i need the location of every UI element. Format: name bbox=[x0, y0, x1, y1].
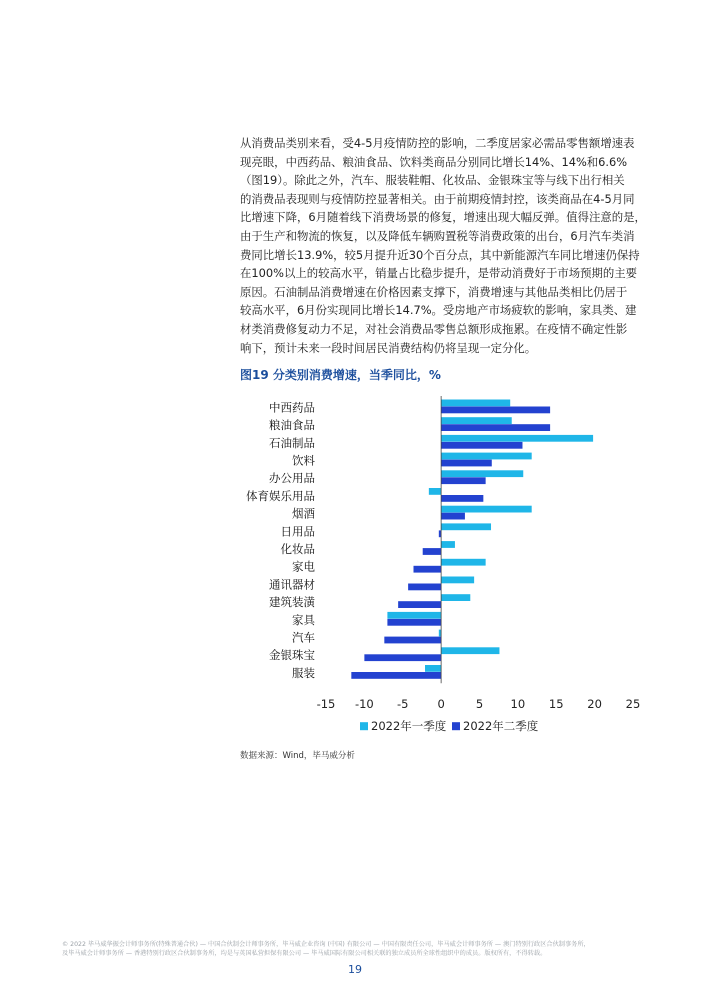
bar-q2 bbox=[387, 619, 441, 626]
category-label: 中西药品 bbox=[269, 400, 315, 415]
bar-q2 bbox=[384, 637, 441, 644]
bar-q1 bbox=[441, 594, 470, 601]
category-label: 粮油食品 bbox=[269, 418, 315, 433]
paragraph-line: 费同比增长13.9%，较5月提升近30个百分点，其中新能源汽车同比增速仍保持 bbox=[240, 247, 640, 262]
page-number: 19 bbox=[348, 963, 362, 976]
x-tick-label: -15 bbox=[316, 697, 336, 712]
data-source: 数据来源：Wind，毕马威分析 bbox=[240, 751, 355, 761]
paragraph-line: 原因。石油制品消费增速在价格因素支撑下，消费增速与其他品类相比仍居于 bbox=[240, 284, 628, 299]
bar-q1 bbox=[441, 559, 486, 566]
bar-q1 bbox=[441, 523, 491, 530]
x-tick-label: 5 bbox=[475, 697, 484, 712]
x-tick-label: -10 bbox=[354, 697, 374, 712]
bar-q2 bbox=[441, 424, 550, 431]
x-tick-label: 25 bbox=[625, 697, 641, 712]
footer-line: 及毕马威会计师事务所 — 香港特别行政区合伙制事务所，均是与英国私营担保有限公司 — 毕马威国际有限公司相关联的独立成员所全球性组织中的成员。版权所有，不得转载。 bbox=[62, 950, 547, 957]
category-label: 日用品 bbox=[280, 524, 315, 539]
paragraph-line: 从消费品类别来看，受4-5月疫情防控的影响，二季度居家必需品零售额增速表 bbox=[240, 136, 635, 150]
bar-q1 bbox=[387, 612, 441, 619]
x-tick-label: 10 bbox=[510, 697, 526, 712]
footer-copyright bbox=[62, 940, 652, 958]
x-tick-label: 15 bbox=[548, 697, 564, 712]
bar-q2 bbox=[441, 513, 465, 520]
bar-q1 bbox=[441, 435, 593, 442]
legend-swatch-q1 bbox=[360, 722, 368, 730]
x-tick-label: -5 bbox=[397, 697, 409, 712]
category-label: 建筑装潢 bbox=[269, 595, 315, 610]
bar-q2 bbox=[351, 672, 441, 679]
paragraph-line: 响下，预计未来一段时间居民消费结构仍将呈现一定分化。 bbox=[240, 340, 537, 355]
paragraph-line: （图19）。除此之外，汽车、服装鞋帽、化妆品、金银珠宝等与线下出行相关 bbox=[240, 173, 625, 188]
paragraph-line: 比增速下降，6月随着线下消费场景的修复，增速出现大幅反弹。值得注意的是， bbox=[240, 210, 646, 225]
bar-q2 bbox=[441, 460, 492, 467]
bar-q1 bbox=[441, 400, 510, 407]
footer-line: © 2022 毕马威华振会计师事务所(特殊普通合伙) — 中国合伙制会计师事务所，毕马威企业咨询 (中国) 有限公司 — 中国有限责任公司，毕马威会计师事务所 — 澳门特别行政区合伙制事务所， bbox=[62, 941, 590, 948]
bar-q1 bbox=[441, 417, 512, 424]
bar-chart bbox=[240, 385, 660, 745]
x-tick-label: 20 bbox=[587, 697, 602, 712]
legend-label: 2022年一季度 bbox=[371, 719, 447, 734]
category-label: 烟酒 bbox=[292, 506, 315, 521]
paragraph-line: 现亮眼，中西药品、粮油食品、饮料类商品分别同比增长14%、14%和6.6% bbox=[240, 154, 628, 169]
bar-q1 bbox=[441, 453, 532, 460]
bar-q1 bbox=[429, 488, 441, 495]
paragraph-line: 由于生产和物流的恢复，以及降低车辆购置税等消费政策的出台，6月汽车类消 bbox=[240, 228, 635, 243]
bar-q2 bbox=[398, 601, 441, 608]
category-label: 化妆品 bbox=[280, 541, 315, 556]
category-label: 体育娱乐用品 bbox=[246, 488, 315, 503]
category-label: 汽车 bbox=[292, 630, 315, 645]
legend-swatch-q2 bbox=[452, 722, 460, 730]
x-tick-label: 0 bbox=[437, 697, 445, 712]
category-label: 石油制品 bbox=[269, 435, 315, 450]
bar-q1 bbox=[441, 541, 455, 548]
bar-q1 bbox=[441, 470, 523, 477]
bar-q1 bbox=[425, 665, 441, 672]
legend-label: 2022年二季度 bbox=[463, 719, 539, 734]
bar-q1 bbox=[441, 647, 499, 654]
body-paragraph bbox=[240, 134, 660, 357]
bar-q1 bbox=[441, 577, 474, 584]
bar-q2 bbox=[364, 654, 441, 661]
category-label: 金银珠宝 bbox=[269, 648, 315, 663]
bar-q2 bbox=[441, 495, 483, 502]
paragraph-line: 材类消费修复动力不足，对社会消费品零售总额形成拖累。在疫情不确定性影 bbox=[240, 321, 628, 336]
paragraph-line: 的消费品表现则与疫情防控显著相关。由于前期疫情封控，该类商品在4-5月同 bbox=[240, 191, 635, 206]
bar-q1 bbox=[441, 506, 532, 513]
paragraph-line: 在100%以上的较高水平，销量占比稳步提升，是带动消费好于市场预期的主要 bbox=[240, 266, 638, 281]
figure-title: 图19 分类别消费增速，当季同比，% bbox=[240, 368, 441, 382]
category-label: 办公用品 bbox=[269, 471, 315, 486]
category-label: 家具 bbox=[292, 612, 315, 627]
bar-q2 bbox=[423, 548, 441, 555]
category-label: 通讯器材 bbox=[269, 577, 315, 592]
bar-q2 bbox=[441, 477, 486, 484]
paragraph-line: 较高水平，6月份实现同比增长14.7%。受房地产市场疲软的影响，家具类、建 bbox=[240, 303, 637, 318]
bar-q2 bbox=[441, 442, 522, 449]
category-label: 家电 bbox=[292, 559, 315, 574]
bar-q2 bbox=[441, 407, 550, 414]
bar-q2 bbox=[413, 566, 441, 573]
bar-q2 bbox=[408, 584, 441, 591]
category-label: 服装 bbox=[292, 665, 315, 680]
category-label: 饮料 bbox=[292, 453, 315, 468]
